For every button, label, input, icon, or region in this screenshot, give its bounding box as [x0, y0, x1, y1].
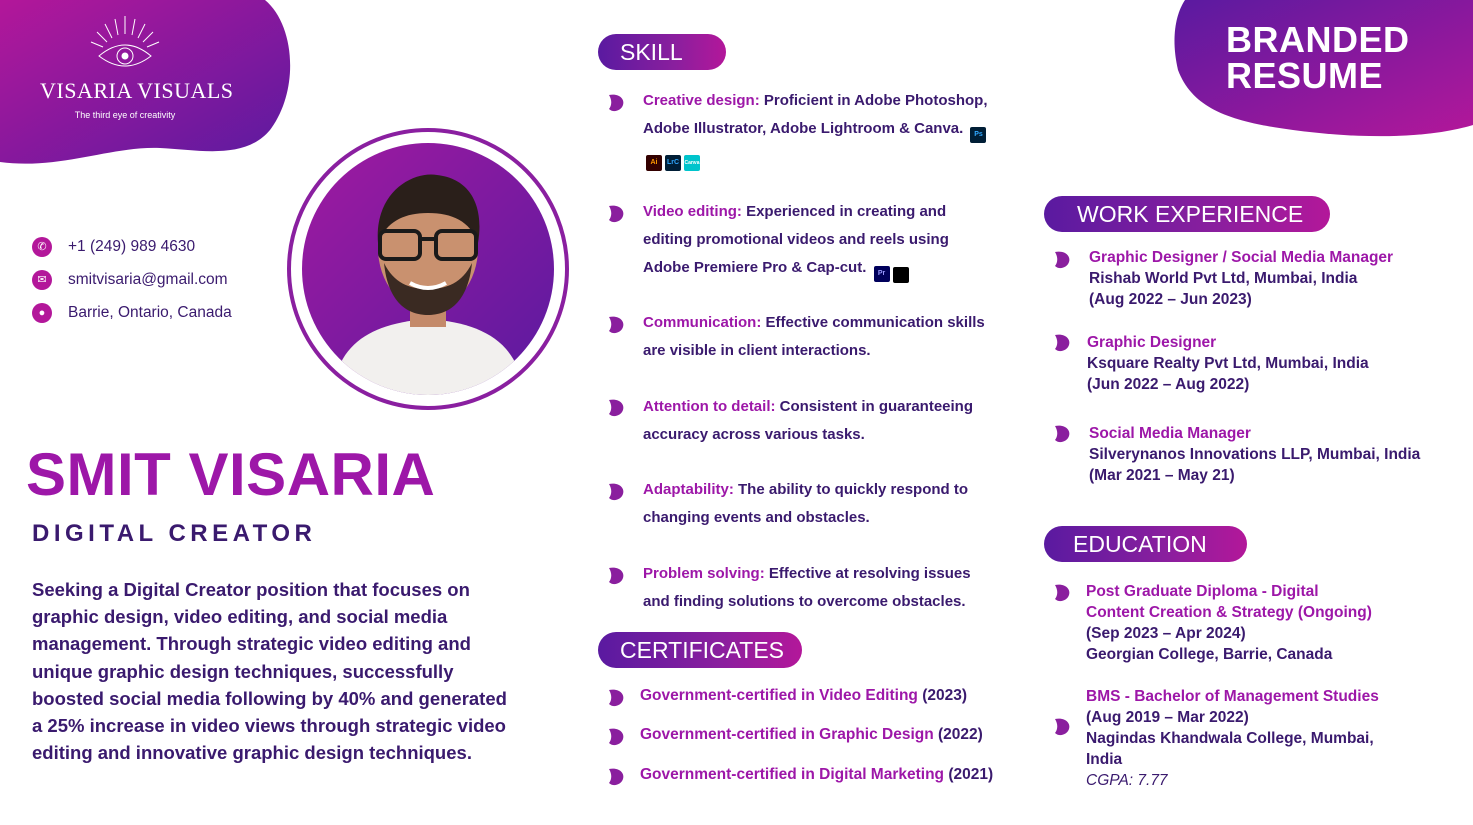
- bullet-icon: [1053, 717, 1071, 737]
- skill-item-attention-to-detail: [643, 393, 993, 449]
- skill-item-creative-design: [643, 87, 993, 171]
- bullet-icon: [1053, 583, 1071, 603]
- adobe-premiere-icon: Pr: [874, 266, 890, 282]
- skill-text: Proficient in Adobe Photoshop, Adobe Illustrator, Adobe Lightroom & Canva.: [643, 92, 988, 137]
- bullet-icon: [607, 727, 625, 747]
- skill-label: Communication:: [643, 314, 762, 331]
- certificate-item: [640, 726, 983, 744]
- job-title: Social Media Manager: [1089, 425, 1251, 442]
- logo-name: VISARIA VISUALS: [40, 78, 234, 103]
- adobe-lightroom-icon: LrC: [665, 155, 681, 171]
- degree-title-cont: Content Creation & Strategy (Ongoing): [1086, 604, 1372, 621]
- contact-phone[interactable]: [32, 230, 232, 263]
- certificate-year: (2021): [944, 766, 994, 783]
- contact-email[interactable]: [32, 263, 232, 296]
- bullet-icon: [607, 767, 625, 787]
- job-company: Silverynanos Innovations LLP, Mumbai, India: [1089, 446, 1421, 463]
- banner-line-1: BRANDED: [1226, 19, 1410, 60]
- skill-label: Adaptability:: [643, 481, 734, 498]
- location-text: Barrie, Ontario, Canada: [68, 303, 232, 321]
- job-title: Graphic Designer / Social Media Manager: [1089, 249, 1394, 266]
- profile-photo: [302, 143, 554, 395]
- phone-number: +1 (249) 989 4630: [68, 237, 196, 255]
- skill-text: Effective at resolving issues and finding solutions to overcome obstacles.: [643, 565, 971, 610]
- adobe-photoshop-icon: Ps: [970, 127, 986, 143]
- bullet-icon: [607, 204, 625, 224]
- degree-dates: (Aug 2019 – Mar 2022): [1086, 709, 1249, 726]
- third-eye-icon: [85, 14, 165, 76]
- location-pin-icon: ●: [32, 303, 52, 323]
- work-item: [1089, 247, 1393, 310]
- certificate-year: (2022): [933, 726, 983, 743]
- school-name: Georgian College, Barrie, Canada: [1086, 646, 1333, 663]
- bullet-icon: [607, 566, 625, 586]
- bullet-icon: [607, 398, 625, 418]
- certificates-heading: CERTIFICATES: [598, 632, 802, 668]
- canva-icon: Canva: [684, 155, 700, 171]
- certificate-year: (2023): [917, 687, 968, 704]
- skill-text: Effective communication skills are visible in client interactions.: [643, 314, 985, 359]
- education-heading: EDUCATION: [1044, 526, 1247, 562]
- bullet-icon: [607, 315, 625, 335]
- job-dates: (Mar 2021 – May 21): [1089, 467, 1235, 484]
- capcut-icon: [893, 267, 909, 283]
- certificate-item: [640, 766, 993, 784]
- bullet-icon: [1053, 424, 1071, 444]
- contact-list: [32, 230, 232, 329]
- person-role: DIGITAL CREATOR: [32, 520, 317, 547]
- skill-text: Consistent in guaranteeing accuracy across various tasks.: [643, 398, 974, 443]
- adobe-illustrator-icon: Ai: [646, 155, 662, 171]
- skill-text: The ability to quickly respond to changing events and obstacles.: [643, 481, 969, 526]
- skill-heading: SKILL: [598, 34, 726, 70]
- bullet-icon: [607, 688, 625, 708]
- skill-text: Experienced in creating and editing promotional videos and reels using Adobe Premiere Pro & Cap-cut.: [643, 203, 949, 276]
- gpa: CGPA: 7.77: [1086, 772, 1168, 789]
- certificate-item: [640, 687, 967, 705]
- job-company: Rishab World Pvt Ltd, Mumbai, India: [1089, 270, 1358, 287]
- school-name-cont: India: [1086, 751, 1123, 768]
- certificate-label: Government-certified in Graphic Design: [640, 726, 934, 743]
- work-item: [1089, 423, 1420, 486]
- work-item: [1087, 332, 1369, 395]
- job-title: Graphic Designer: [1087, 334, 1217, 351]
- profile-summary: Seeking a Digital Creator position that focuses on graphic design, video editing, and social media management. Through strategic video editing and unique graphic design techniques, successfully boosted social media following by 40% and generated a 25% increase in video views through strategic video editing and innovative graphic design techniques.: [32, 579, 507, 764]
- brand-logo: [40, 14, 234, 120]
- skill-label: Attention to detail:: [643, 398, 776, 415]
- skill-label: Problem solving:: [643, 565, 765, 582]
- certificate-label: Government-certified in Video Editing: [640, 687, 918, 704]
- skill-item-problem-solving: [643, 560, 993, 616]
- person-name: SMIT VISARIA: [26, 441, 436, 508]
- banner-line-2: RESUME: [1226, 55, 1384, 96]
- contact-location: [32, 296, 232, 329]
- branded-resume-title: [1226, 19, 1410, 96]
- degree-title: BMS - Bachelor of Management Studies: [1086, 688, 1379, 705]
- job-dates: (Aug 2022 – Jun 2023): [1089, 291, 1252, 308]
- bullet-icon: [607, 482, 625, 502]
- bullet-icon: [1053, 250, 1071, 270]
- school-name: Nagindas Khandwala College, Mumbai,: [1086, 730, 1374, 747]
- skill-item-video-editing: [643, 198, 993, 283]
- email-address: smitvisaria@gmail.com: [68, 270, 228, 288]
- job-dates: (Jun 2022 – Aug 2022): [1087, 376, 1250, 393]
- education-item: [1086, 686, 1379, 791]
- job-company: Ksquare Realty Pvt Ltd, Mumbai, India: [1087, 355, 1369, 372]
- skill-item-communication: [643, 309, 993, 365]
- skill-label: Video editing:: [643, 203, 742, 220]
- work-experience-heading: WORK EXPERIENCE: [1044, 196, 1330, 232]
- logo-tagline: The third eye of creativity: [74, 110, 176, 120]
- certificate-label: Government-certified in Digital Marketing: [640, 766, 945, 783]
- email-icon: ✉: [32, 270, 52, 290]
- degree-dates: (Sep 2023 – Apr 2024): [1086, 625, 1246, 642]
- skill-item-adaptability: [643, 476, 993, 532]
- skill-label: Creative design:: [643, 92, 760, 109]
- degree-title: Post Graduate Diploma - Digital: [1086, 583, 1319, 600]
- phone-icon: ✆: [32, 237, 52, 257]
- bullet-icon: [1053, 333, 1071, 353]
- education-item: [1086, 581, 1372, 665]
- bullet-icon: [607, 93, 625, 113]
